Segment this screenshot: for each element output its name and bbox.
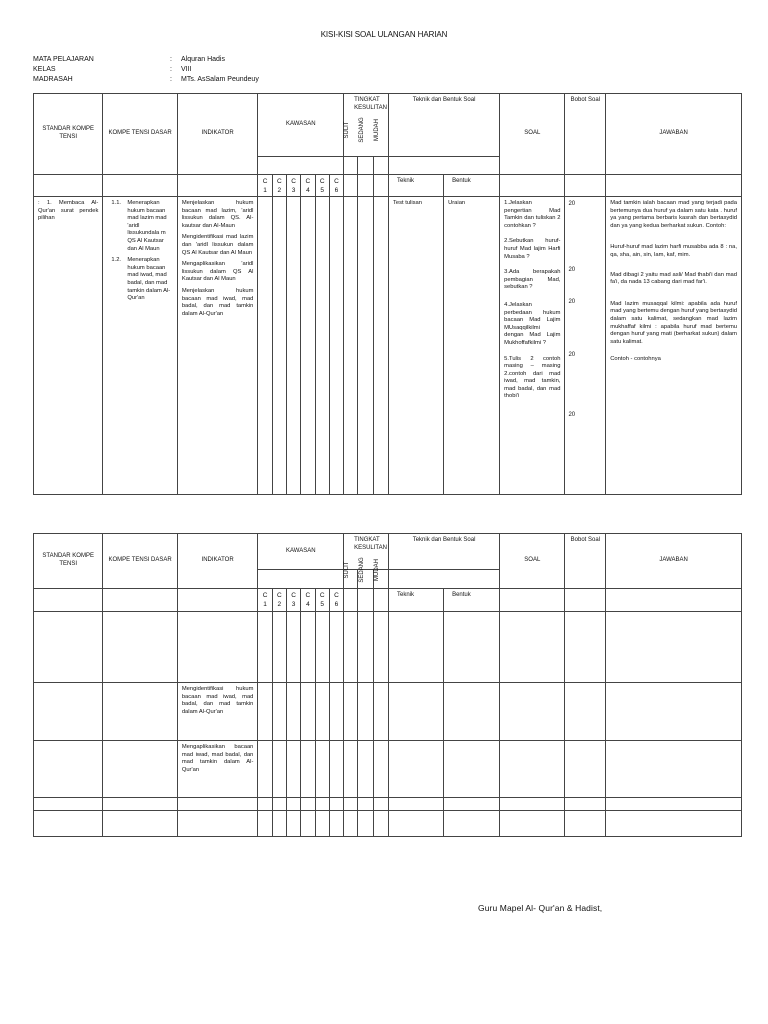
header-jawaban: JAWABAN [606,94,742,175]
blank [373,589,388,612]
header-teknik: Teknik [388,175,443,197]
bentuk-cell: Uraian [444,197,500,495]
c6-cell [329,197,343,495]
vertical-label-mudah-1 [370,112,383,148]
c-number: 1 [263,601,267,608]
header-tingkat-label: TINGKAT KESULITAN [354,537,387,551]
kisi-kisi-table-2 [33,533,742,837]
header-kompetensi-dasar: KOMPE TENSI DASAR [103,94,177,175]
c5-cell [315,197,329,495]
c-number: 1 [263,187,267,194]
c-letter: C [276,178,282,185]
blank [103,741,177,798]
c-level-2 [272,589,286,612]
blank [565,175,606,197]
c-letter: C [291,592,296,599]
bobot-value: 20 [568,412,576,418]
blank [103,589,177,612]
c-letter: C [319,592,325,599]
header-soal: SOAL [500,94,565,175]
sulit-label: SULIT [344,561,350,579]
header-teknik-bentuk: Teknik dan Bentuk Soal [388,94,499,157]
kisi-kisi-table-1 [33,93,742,495]
mudah-cell [373,197,388,495]
kompetensi-dasar-cell [103,197,177,495]
blank [344,589,358,612]
header-indikator: INDIKATOR [177,94,258,175]
header-jawaban: JAWABAN [606,534,742,589]
meta-colon: : [170,66,172,73]
blank [34,589,103,612]
standar-kompetensi-cell: : 1. Membaca Al-Qur'an surat pendek pilihan [34,197,103,495]
sedang-label: SEDANG [358,117,365,143]
header-kawasan: KAWASAN [258,94,344,157]
c4-cell [301,197,315,495]
c-level-3 [286,175,300,197]
header-teknik-bentuk: Teknik dan Bentuk Soal [388,534,499,570]
indikator-cell [177,197,258,495]
indikator-item: Menjelaskan hukum bacaan mad lazim, 'aridl lissukun dalam QS. Al-kautsar dan Al-Maun [181,200,254,229]
meta-colon: : [170,76,172,83]
soal-item: 4.Jelaskan perbedaan hukum bacaan Mad Lajim MUsaqqilkilmi dengan Mad Lajim Mukhoffafkilmi ? [504,301,561,346]
meta-colon: : [170,56,172,63]
c-number: 2 [277,187,282,194]
c-level-1 [258,589,272,612]
blank [177,175,258,197]
header-bentuk: Bentuk [444,589,500,612]
c-letter: C [305,178,311,185]
blank [34,741,103,798]
c-number: 3 [291,601,296,608]
c-level-6 [329,589,343,612]
soal-cell [500,197,565,495]
kd-text: Menerapkan hukum bacaan mad iwad, mad badal, dan mad tamkin dalam Al-Qur'an [127,257,171,302]
jawaban-item: Mad tamkin ialah bacaan mad yang terjadi pada bertemunya dua huruf ya dalam satu kata . huruf ya yang pertama berbaris kasrah dan bertasydid dan ya yang kedua berharkat sukun. Contoh: [610,200,737,229]
c-number: 5 [320,601,324,608]
sedang-cell [358,197,373,495]
indikator-item: Menjelaskan hukum bacaan mad iwad, mad badal, dan mad tamkin dalam Al-Qur'an [181,287,254,317]
blank [34,175,103,197]
vertical-label-sedang-2 [355,553,368,587]
indikator-item: Mengidentifikasi mad lazim dan 'aridl lissukun dalam QS Al Kautsar dan Al Maun [181,234,254,256]
c-number: 4 [306,601,310,608]
c-letter: C [334,592,339,599]
c-level-3 [286,589,300,612]
c-letter: C [262,178,268,185]
c-letter: C [276,592,282,599]
sulit-cell [344,197,358,495]
c1-cell [258,197,272,495]
vertical-label-mudah-2 [370,553,383,587]
soal-item: 1.Jelaskan pengertian Mad Tamkin dan tuliskan 2 contohkan ? [504,200,561,229]
header-bentuk: Bentuk [444,175,500,197]
jawaban-item: Mad lazim musaqqal kilmi: apabila ada huruf mad yang bertemu dengan huruf yang bertasydid dalam satu kalimat, sedangkan mad lazim mukhaffaf kilmi : apabila huruf mad bertemu dengan huruf yang mati (berharkat sukun) dalam satu kalimat. [610,300,737,345]
kawasan-spacer [258,570,344,589]
header-tingkat-label: TINGKAT KESULITAN [354,97,387,111]
vertical-label-sedang-1 [355,112,368,148]
c-number: 2 [277,601,282,608]
bobot-value: 20 [568,267,576,273]
c-level-1 [258,175,272,197]
jawaban-cell [606,197,742,495]
blank [373,175,388,197]
c-level-5 [315,175,329,197]
c-letter: C [334,178,339,185]
kd-number: 1.2. [111,257,122,264]
soal-item: 3.Ada berapakah pembagian Mad, sebutkan ? [504,269,561,291]
kd-text: Menerapkan hukum bacaan mad lazim mad 'aridl lissukundala m QS Al Kautsar dan Al Maun [127,200,167,252]
header-standar: STANDAR KOMPE TENSI [34,94,103,175]
header-mudah [373,157,388,175]
c-level-6 [329,175,343,197]
empty-row [34,811,742,837]
empty-row [34,612,742,683]
header-sedang [358,157,373,175]
bobot-cell [565,197,606,495]
c-level-4 [301,175,315,197]
meta-label: MADRASAH [33,76,73,83]
soal-item: 2.Sebutkan huruf-huruf Mad lajim Harfi Musaba ? [504,238,561,260]
empty-row [34,798,742,811]
c-number: 5 [320,187,324,194]
meta-label: KELAS [33,66,56,73]
blank [344,175,358,197]
indikator-cell: Mengidentifikasi hukum bacaan mad iwad, mad badal, dan mad tamkin dalam Al-Qur'an [177,683,258,741]
blank [103,175,177,197]
header-bobot: Bobot Soal [565,534,606,589]
blank [177,589,258,612]
meta-label: MATA PELAJARAN [33,56,94,63]
vertical-label-sulit-1 [341,112,353,148]
blank [34,683,103,741]
blank [606,589,742,612]
document-title: KISI-KISI SOAL ULANGAN HARIAN [320,30,448,39]
kd-item [107,257,172,303]
header-kawasan: KAWASAN [258,534,344,570]
blank [565,589,606,612]
header-standar: STANDAR KOMPE TENSI [34,534,103,589]
c-letter: C [291,178,296,185]
blank [500,589,565,612]
c-letter: C [319,178,325,185]
blank [500,175,565,197]
header-kompetensi-dasar: KOMPE TENSI DASAR [103,534,177,589]
bobot-value: 20 [568,299,576,305]
teknik-spacer [388,570,499,589]
meta-value: MTs. AsSalam Peundeuy [181,76,259,83]
c-number: 4 [306,187,310,194]
mudah-label: MUDAH [373,559,380,581]
indikator-item: Mengaplikasikan 'aridl lissukun dalam QS Al Kautsar dan Al Maun [181,261,254,283]
bobot-value: 20 [568,352,576,358]
header-teknik: Teknik [388,589,443,612]
c-number: 6 [334,601,339,608]
meta-value: Alquran Hadis [181,56,225,63]
kawasan-spacer [258,157,344,175]
soal-item: 5.Tulis 2 contoh masing – masing 2.contoh dari mad iwad, mad tamkin, mad badal, dan mad thobi'i [504,355,561,400]
kd-item [107,200,172,253]
c3-cell [286,197,300,495]
jawaban-item: Contoh - contohnya [610,356,661,363]
vertical-label-sulit-2 [341,553,353,587]
c-level-2 [272,175,286,197]
indikator-cell: Mengaplikasikan bacaan mad iwad, mad badal, dan mad tamkin dalam Al-Qur'an [177,741,258,798]
bobot-value: 20 [568,201,576,207]
teknik-cell: Test tulisan [388,197,443,495]
c-level-5 [315,589,329,612]
c-number: 3 [291,187,296,194]
meta-value: VIII [181,66,192,73]
teknik-spacer [388,157,499,175]
mudah-label: MUDAH [373,119,380,141]
jawaban-item: Mad dibagi 2 yaitu mad asli/ Mad thabi'i dan mad fa'i, da nada 13 cabang dari mad far'i. [610,271,737,286]
blank [103,683,177,741]
c-letter: C [305,592,311,599]
c-letter: C [262,592,268,599]
sedang-label: SEDANG [358,557,365,583]
blank [606,175,742,197]
c-level-4 [301,589,315,612]
blank [358,589,373,612]
header-soal: SOAL [500,534,565,589]
header-sulit [344,157,358,175]
header-bobot: Bobot Soal [565,94,606,175]
blank [358,175,373,197]
sulit-label: SULIT [344,121,350,139]
kd-number: 1.1. [111,200,122,206]
header-indikator: INDIKATOR [177,534,258,589]
signature-line: Guru Mapel Al- Qur'an & Hadist, [478,903,603,913]
c-number: 6 [334,187,339,194]
jawaban-item: Huruf-huruf mad lazim harfi musabba ada 8 : na, qa, sha, ain, sin, lam, kaf, mim. [610,244,737,258]
c2-cell [272,197,286,495]
